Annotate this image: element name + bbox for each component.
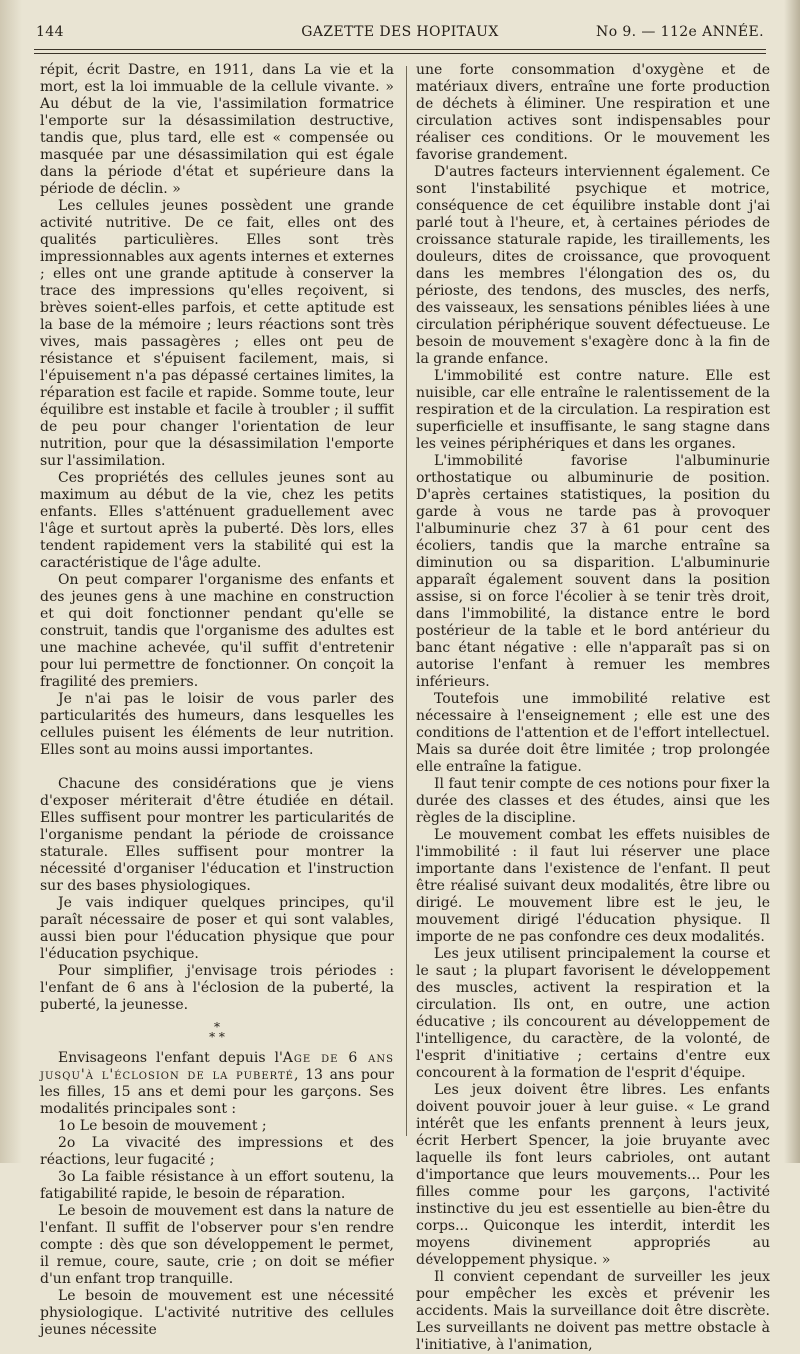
list-item: 3o La faible résistance à un effort soutenu, la fatigabilité rapide, le besoin de réparation. <box>40 1169 394 1202</box>
paragraph: une forte consommation d'oxygène et de matériaux divers, entraîne une forte production de déchets à éliminer. Une respiration et une circulation actives sont indispensables pour réaliser ces conditions. Or le mouvement les favorise grandement. <box>416 62 770 163</box>
paragraph: Le besoin de mouvement est une nécessité physiologique. L'activité nutritive des cellules jeunes nécessite <box>40 1288 394 1338</box>
paragraph: Il faut tenir compte de ces notions pour fixer la durée des classes et des études, ainsi que les règles de la discipline. <box>416 776 770 826</box>
small-caps-run: Age de 6 ans jusqu'à l'éclosion de la puberté <box>40 1050 394 1083</box>
page-header <box>36 24 764 46</box>
paragraph: Ces propriétés des cellules jeunes sont au maximum au début de la vie, chez les petits enfants. Elles s'atténuent graduellement avec l'âge et surtout après la puberté. Dès lors, elles tendent rapidement vers la stabilité qui est la caractéristique de l'âge adulte. <box>40 470 394 571</box>
paragraph: Le besoin de mouvement est dans la nature de l'enfant. Il suffit de l'observer pour s'en rendre compte : dès que son développement le permet, il remue, coure, saute, crie ; on doit se méfier d'un enfant trop tranquille. <box>40 1203 394 1287</box>
paragraph: Les jeux utilisent principalement la course et le saut ; la plupart favorisent le développement des muscles, activent la respiration et la circulation. Ils ont, en outre, une action éducative ; ils concourent au développement de l'intelligence, du caractère, de la volonté, de l'esprit d'initiative ; certains d'entre eux concourent à la formation de l'esprit d'équipe. <box>416 946 770 1081</box>
journal-title: GAZETTE DES HOPITAUX <box>301 24 499 40</box>
separator-star: * <box>214 1020 220 1034</box>
page-number: 144 <box>36 24 64 40</box>
paragraph: On peut comparer l'organisme des enfants et des jeunes gens à une machine en construction et qui doit fonctionner pendant qu'elle se construit, tandis que l'organisme des adultes est une machine achevée, qu'il suffit d'entretenir pour lui permettre de fonctionner. On conçoit la fragilité des premiers. <box>40 572 394 690</box>
header-rule-double <box>34 53 766 54</box>
section-separator <box>40 1022 394 1042</box>
paragraph: Je n'ai pas le loisir de vous parler des particularités des humeurs, dans lesquelles les cellules puisent les éléments de leur nutrition. Elles sont au moins aussi importantes. <box>40 691 394 758</box>
text-run: , 13 ans pour les filles, 15 ans et demi pour les garçons. Ses modalités principales sont : <box>40 1067 394 1117</box>
paragraph: Je vais indiquer quelques principes, qu'il paraît nécessaire de poser et qui sont valables, aussi bien pour l'éducation physique que pour l'éducation psychique. <box>40 895 394 962</box>
paragraph: Pour simplifier, j'envisage trois périodes : l'enfant de 6 ans à l'éclosion de la puberté, la puberté, la jeunesse. <box>40 963 394 1013</box>
paragraph: Il convient cependant de surveiller les jeux pour empêcher les excès et prévenir les accidents. Mais la surveillance doit être discrète. Les surveillants ne doivent pas mettre obstacle à l'initiative, à l'animation, <box>416 1269 770 1353</box>
paragraph: L'immobilité est contre nature. Elle est nuisible, car elle entraîne le ralentissement de la respiration et de la circulation. La respiration est superficielle et insuffisante, le sang stagne dans les veines périphériques et dans les organes. <box>416 368 770 452</box>
list-item: 1o Le besoin de mouvement ; <box>58 1118 267 1134</box>
separator-stars: * * <box>209 1030 225 1044</box>
column-divider <box>406 66 407 1136</box>
list-item: 2o La vivacité des impressions et des réactions, leur fugacité ; <box>40 1135 394 1168</box>
text-run: Envisageons l'enfant depuis l' <box>58 1050 283 1066</box>
paragraph: D'autres facteurs interviennent également. Ce sont l'instabilité psychique et motrice, conséquence de cet équilibre instable dont j'ai parlé tout à l'heure, et, à certaines périodes de croissance staturale rapide, les tiraillements, les douleurs, dites de croissance, que provoquent dans les membres l'élongation des os, du périoste, des tendons, des muscles, des nerfs, des vaisseaux, les sensations pénibles liées à une circulation périphérique souvent défectueuse. Le besoin de mouvement s'exagère donc à la fin de la grande enfance. <box>416 164 770 367</box>
issue-info: No 9. — 112e ANNÉE. <box>596 24 764 40</box>
right-column <box>416 62 770 1354</box>
paragraph <box>40 1050 394 1118</box>
paragraph: Chacune des considérations que je viens d'exposer mériterait d'être étudiée en détail. Elles suffisent pour montrer les particularités de l'organisme pendant la période de croissance staturale. Elles suffisent pour montrer la nécessité d'organiser l'éducation et l'instruction sur des bases physiologiques. <box>40 776 394 894</box>
paragraph: répit, écrit Dastre, en 1911, dans La vie et la mort, est la loi immuable de la cellule vivante. » Au début de la vie, l'assimilation formatrice l'emporte sur la désassimilation destructive, tandis que, plus tard, elle est « compensée ou masquée par une désassimilation qui est égale dans la période d'état et supérieure dans la période de déclin. » <box>40 62 394 197</box>
paragraph: Toutefois une immobilité relative est nécessaire à l'enseignement ; elle est une des conditions de l'attention et de l'effort intellectuel. Mais sa durée doit être limitée ; trop prolongée elle entraîne la fatigue. <box>416 691 770 775</box>
paragraph: L'immobilité favorise l'albuminurie orthostatique ou albuminurie de position. D'après certaines statistiques, la position du garde à vous ne tarde pas à provoquer l'albuminurie chez 37 à 61 pour cent des écoliers, tandis que la marche entraîne sa diminution ou sa disparition. L'albuminurie apparaît également souvent dans la position assise, si on force l'écolier à se tenir très droit, dans l'immobilité, la distance entre le bord postérieur de la table et le bord antérieur du banc étant négative : elle n'apparaît pas si on autorise l'enfant à remuer les membres inférieurs. <box>416 453 770 690</box>
header-rule <box>34 49 766 50</box>
paragraph: Le mouvement combat les effets nuisibles de l'immobilité : il faut lui réserver une place importante dans l'existence de l'enfant. Il peut être réalisé suivant deux modalités, être libre ou dirigé. Le mouvement libre est le jeu, le mouvement dirigé l'éducation physique. Il importe de ne pas confondre ces deux modalités. <box>416 827 770 945</box>
paragraph: Les cellules jeunes possèdent une grande activité nutritive. De ce fait, elles ont des qualités particulières. Elles sont très impressionnables aux agents internes et externes ; elles ont une grande aptitude à conserver la trace des impressions qu'elles reçoivent, si brèves soient-elles parfois, et cette aptitude est la base de la mémoire ; leurs réactions sont très vives, mais passagères ; elles ont peu de résistance et s'épuisent facilement, mais, si l'épuisement n'a pas dépassé certaines limites, la réparation est facile et rapide. Somme toute, leur équilibre est instable et facile à troubler ; il suffit de peu pour changer l'orientation de leur nutrition, pour que la désassimilation l'emporte sur l'assimilation. <box>40 198 394 469</box>
paragraph: Les jeux doivent être libres. Les enfants doivent pouvoir jouer à leur guise. « Le grand intérêt que les enfants prennent à leurs jeux, écrit Herbert Spencer, la joie bruyante avec laquelle ils font leurs cabrioles, ont autant d'importance que leurs mouvements... Pour les filles comme pour les garçons, l'activité instinctive du jeu est essentielle au bien-être du corps... Quiconque les interdit, interdit les moyens divinement appropriés au développement physique. » <box>416 1082 770 1268</box>
left-column <box>40 62 394 1339</box>
